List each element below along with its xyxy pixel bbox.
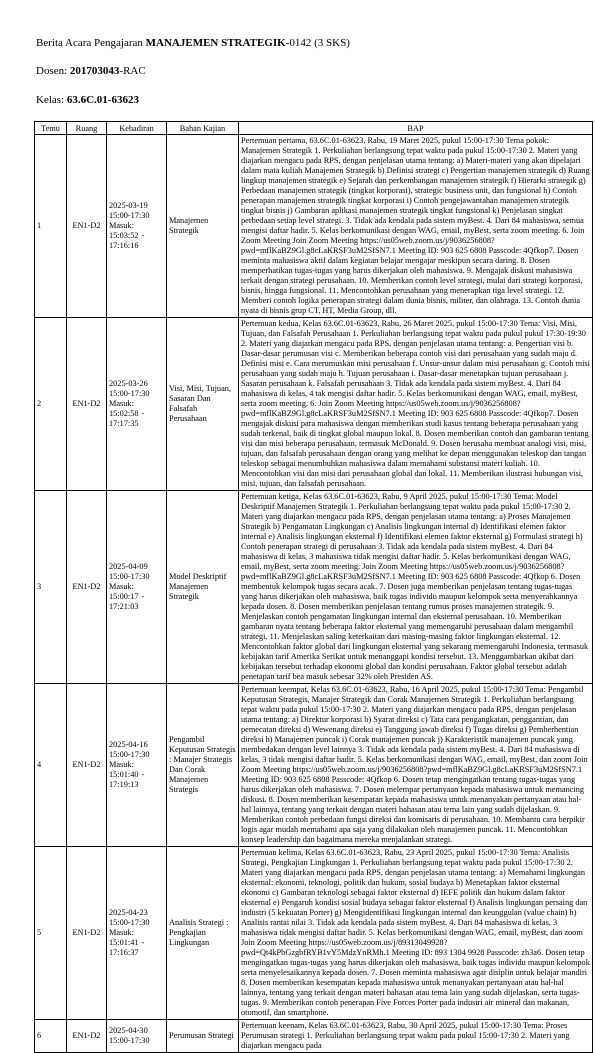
cell-bahan-kajian: Perumusan Strategi: [167, 1020, 239, 1053]
cell-ruang: EN1-D2: [67, 1020, 107, 1053]
cell-bap: Pertemuan kelima, Kelas 63.6C.01-63623, Rabu, 23 April 2025, pukul 15:00-17:30 Tema: Analisis Strategi, Pengkajian Lingkungan 1. Perkuliahan berlangsung tepat waktu pada pukul 15:00-17:30 2. Materi yang diajarkan mengacu pada RPS, dengan penjelasan utama tentang: a) Memahami lingkungan eksternal: ekonomi, teknologi, politik dan hukum, sosial budaya b) Menetapkan faktor eksternal ekonomi c) Gambaran teknologi sebagai faktor eksternal d) IEFE politik dan hukum dalam faktor eksternal e) Pengaruh kondisi sosial budaya sebagai faktor eksternal f) Analisis lingkungan persaing dan industri (5 kekuatan Porter) g) Mengidentifikasi lingkungan internal dan keunggulan (value chain) h) Analisis rantai nilai 3. Tidak ada kendala pada sistem myBest. 4. Dari 84 mahasiswa di kelas, 3 mahasiswa tidak mengisi daftar hadir. 5. Kelas berkomunikasi dengan WAG, email, myBest, dan zoom Join Zoom Meeting https://us05web.zoom.us/j/89313049928?pwd=Qt4kPbGzgbfRYB1vY5MdzYnRMh.1 Meeting ID: 893 1304 9928 Passcode: zh3a6. Dosen tetap mengingatkan tugas-tugas yang harus dikerjakan oleh mahasiswa, baik tugas individu maupun kelompok serta menyelesaikannya kepada dosen. 7. Dosen meminta mahasiswa agar disiplin untuk belajar mandiri 8. Dosen memberikan kesempatan kepada mahasiswa untuk menanyakan pertanyaan atau hal-hal lainnya, tentang yang terkait dengan materi bahasan atau tema lain yang sudah dijelaskan, serta tugas-tugas. 9. Memberikan contoh penerapan Five Forces Porter pada industri air mineral dan makanan, otomotif, dan smartphone.: [239, 847, 593, 1020]
table-row: [35, 1020, 593, 1053]
kehadiran-masuk-label: Masuk:: [109, 582, 134, 591]
kehadiran-keluar-time: 17:17:35: [109, 419, 139, 428]
kehadiran-separator: -: [141, 592, 145, 601]
kehadiran-keluar-time: 17:21:03: [109, 602, 139, 611]
header-kehadiran: Kehadiran: [107, 122, 167, 135]
kehadiran-masuk-time: 15:01:40: [109, 770, 139, 779]
table-row: [35, 135, 593, 318]
cell-bahan-kajian: Pengambil Keputusan Strategis : Manajer Strategis Dan Corak Manajemen Strategis: [167, 684, 239, 847]
kehadiran-masuk-time: 15:03:52: [109, 231, 139, 240]
table-row: [35, 684, 593, 847]
cell-kehadiran: [107, 135, 167, 318]
kehadiran-date: 2025-04-23: [109, 908, 148, 917]
cell-bap: Pertemuan keenam, Kelas 63.6C.01-63623, Rabu, 30 April 2025, pukul 15:00-17:30 Tema: Proses Perumusan strategi 1. Perkuliahan berlangsung tepat waktu pada pukul 15:00-17:30 2. Materi yang diajarkan mengacu pada: [239, 1020, 593, 1053]
kehadiran-masuk-label: Masuk:: [109, 399, 134, 408]
cell-bahan-kajian: Analisis Strategi : Pengkajian Lingkungan: [167, 847, 239, 1020]
cell-bahan-kajian: Model Deskriptif Manajemen Strategik: [167, 491, 239, 684]
cell-temu: 1: [35, 135, 67, 318]
cell-kehadiran: [107, 684, 167, 847]
header-bap: BAP: [239, 122, 593, 135]
cell-kehadiran: [107, 847, 167, 1020]
cell-temu: 2: [35, 318, 67, 491]
dosen-id: 201703043: [69, 65, 120, 77]
kehadiran-separator: -: [141, 409, 145, 418]
cell-ruang: EN1-D2: [67, 318, 107, 491]
cell-ruang: EN1-D2: [67, 135, 107, 318]
cell-kehadiran: [107, 1020, 167, 1053]
kehadiran-masuk-label: Masuk:: [109, 928, 134, 937]
header-temu: Temu: [35, 122, 67, 135]
cell-ruang: EN1-D2: [67, 684, 107, 847]
kehadiran-schedule: 15:00-17:30: [109, 1036, 150, 1045]
table-header-row: [35, 122, 593, 135]
dosen-label: Dosen:: [36, 65, 70, 77]
kehadiran-masuk-label: Masuk:: [109, 760, 134, 769]
kehadiran-schedule: 15:00-17:30: [109, 211, 150, 220]
cell-temu: 4: [35, 684, 67, 847]
kehadiran-masuk-time: 15:00:17: [109, 592, 139, 601]
kehadiran-keluar-time: 17:16:16: [109, 241, 139, 250]
kelas-value: 63.6C.01-63623: [66, 94, 139, 106]
kehadiran-separator: -: [141, 231, 145, 240]
kelas-label: Kelas:: [36, 94, 67, 106]
dosen-code: -RAC: [119, 65, 146, 77]
kehadiran-schedule: 15:00-17:30: [109, 389, 150, 398]
cell-bap: Pertemuan pertama, 63.6C.01-63623, Rabu, 19 Maret 2025, pukul 15:00-17:30 Tema pokok: Manajemen Strategik 1. Perkuliahan berlangsung tepat waktu pada pukul 15:00-17:30 2. Materi yang diajarkan mengacu pada RPS, dengan penjelasan utama tentang: a) Materi-materi yang akan dipelajari dalam mata kuliah Manajemen Strategik b) Definisi strategi c) Pengertian manajemen strategik d) Ruang lingkup manajemen strategik e) Sejarah dan perkembangan manajemen strategik f) Hierarki strategik g) Perbedaan manajemen strategik (tingkat korporasi), strategic business unit, dan fungsional h) Contoh penerapan manajemen strategik tingkat korporasi i) Contoh pengejawantahan manajemen strategik tingkat bisnis j) Gambaran aplikasi manajemen strategik tingkat fungsional k) Penjelasan singkat perbedaan setiap level strategi. 3. Tidak ada kendala pada sistem myBest. 4. Dari 84 mahasiswa, semua mengisi daftar hadir. 5. Kelas berkomunikasi dengan WAG, email, myBest, serta zoom meeting. 6. Join Zoom Meeting Join Zoom Meeting https://us05web.zoom.us/j/9036256808?pwd=mflKaBZ9Gl.g8cLaKRSF3uM2SfSN7.1 Meeting ID: 903 625 6808 Passcode: 4Qfkop7. Dosen meminta mahasiswa aktif dalam kegiatan belajar mengajar meskipun secara daring. 8. Dosen memperhatikan tugas-tugas yang harus dikerjakan oleh mahasiswa. 9. Mengajak diskusi mahasiswa terkait dengan strategi perusahaan. 10. Memberikan contoh level strategi, mulai dari strategi korporasi, bisnis, hingga fungsional. 11. Mencontohkan perusahaan yang menerapkan tiga level strategi. 12. Memberi contoh logika penerapan strategi dalam dunia bisnis, militer, dan olahraga. 13. Contoh dunia nyata di bisnis grup CT, HT, Media Group, dll.: [239, 135, 593, 318]
kehadiran-date: 2025-04-16: [109, 740, 148, 749]
header-bahan-kajian: Bahan Kajian: [167, 122, 239, 135]
kehadiran-separator: -: [141, 770, 145, 779]
cell-kehadiran: [107, 491, 167, 684]
kehadiran-keluar-time: 17:19:13: [109, 780, 139, 789]
table-row: [35, 318, 593, 491]
kehadiran-schedule: 15:00-17:30: [109, 750, 150, 759]
kehadiran-masuk-time: 15:02:58: [109, 409, 139, 418]
cell-bap: Pertemuan kedua, Kelas 63.6C.01-63623, Rabu, 26 Maret 2025, pukul 15:00-17:30 Tema: Visi, Misi, Tujuan, dan Falsafah Perusahaan 1. Perkuliahan berlangsung tepat waktu pada pukul pukul 17:30-19:30 2. Materi yang diajarkan mengacu pada RPS, dengan penjelasan utama tentang: a. Pengertian visi b. Dasar-dasar perumusan visi c. Memberikan beberapa contoh visi dari perusahaan yang sudah maju d. Definisi misi e. Cara merumuskan misi perusahaan f. Unsur-unsur dalam misi perusahaan g. Contoh misi perusahaan yang sudah maju h. Tujuan perusahaan i. Dasar-dasar menetapkan tujuan perusahaan j. Sasaran perusahaan k. Falsafah perusahaan 3. Tidak ada kendala pada sistem myBest. 4. Dari 84 mahasiswa di kelas, 4 tak mengisi daftar hadir. 5. Kelas berkomunikasi dengan WAG, email, myBest, serta zoom meeting. 6. Join Zoom Meeting https://us05web.zoom.us/j/9036256808?pwd=mflKaBZ9Gl.g8cLaKRSF3uM2SfSN7.1 Meeting ID: 903 625 6808 Passcode: 4Qfkop7. Dosen mengajak diskusi para mahasiswa dengan memberikan studi kasus tentang beberapa perusahaan yang sudah terkenal, baik di tingkat global maupun lokal. 8. Dosen memberikan contoh dan gambaran tentang visi dan misi beberapa perusahaan, termasuk McDonald. 9. Dosen berusaha membuat analogi visi, misi, tujuan, dan falsafah perusahaan dengan orang yang melihat ke depan menggunakan teleskop dan tangan teleskop sebagai menumbuhkan mahasiswa dalam memahami substansi materi kuliah. 10. Mencontohkan visi dan misi dari perusahaan global dan lokal. 11. Memberikan ilustrasi hubungan visi, misi, tujuan, dan falsafah perusahaan.: [239, 318, 593, 491]
kehadiran-separator: -: [141, 938, 145, 947]
course-code: -0142 (3 SKS): [285, 37, 350, 49]
cell-ruang: EN1-D2: [67, 847, 107, 1020]
kehadiran-schedule: 15:00-17:30: [109, 918, 150, 927]
cell-kehadiran: [107, 318, 167, 491]
title-prefix: Berita Acara Pengajaran: [36, 37, 146, 49]
cell-bahan-kajian: Manajemen Strategik: [167, 135, 239, 318]
kehadiran-schedule: 15:00-17:30: [109, 572, 150, 581]
course-name: MANAJEMEN STRATEGIK: [145, 37, 286, 49]
cell-ruang: EN1-D2: [67, 491, 107, 684]
cell-temu: 6: [35, 1020, 67, 1053]
kehadiran-date: 2025-04-09: [109, 562, 148, 571]
kehadiran-masuk-label: Masuk:: [109, 221, 134, 230]
cell-temu: 3: [35, 491, 67, 684]
cell-bap: Pertemuan ketiga, Kelas 63.6C.01-63623, Rabu, 9 April 2025, pukul 15:00-17:30 Tema: Model Deskriptif Manajemen Strategik 1. Perkuliahan berlangsung tepat waktu pada pukul 15:00-17:30 2. Materi yang diajarkan mengacu pada RPS, dengan penjelasan utama tentang: a) Proses Manajemen Strategik b) Pengamatan Lingkungan c) Analisis lingkungan internal d) Identifikasi elemen faktor internal e) Analisis lingkungan eksternal f) Identifikasi elemen faktor eksternal g) Formulasi strategi h) Contoh penerapan strategi di perusahaan 3. Tidak ada kendala pada sistem myBest. 4. Dari 84 mahasiswa di kelas, 3 mahasiswa tidak mengisi daftar hadir. 5. Kelas berkomunikasi dengan WAG, email, myBest, serta zoom meeting. Join Zoom Meeting https://us05web.zoom.us/j/9036256808?pwd=mflKaBZ9Gl.g8cLaKRSF3uM2SfSN7.1 Meeting ID: 903 625 6808 Passcode: 4Qfkop 6. Dosen membentuk kelompok tugas secara acak. 7. Dosen juga memberikan penjelasan tentang tugas-tugas yang harus dikerjakan oleh mahasiswa, baik tugas individu maupun kelompok serta menyerahkannya kepada dosen. 8. Dosen memberikan penjelasan tentang rumus proses manajemen strategik. 9. Menjelaskan contoh pengamatan lingkungan internal dan eksternal perusahaan. 10. Memberikan gambaran nyata tentang beberapa faktor eksternal yang memengaruhi perusahaan dalam mengambil strategi. 11. Menjelaskan saling keterkaitan dari masing-masing faktor lingkungan eksternal. 12. Mencontohkan faktor global dari lingkungan eksternal yang sekarang memengaruhi Indonesia, termasuk kebijakan tarif Amerika Serikat untuk menanggapi kondisi tersebut. 13. Menggambarkan akibat dari kebijakan tersebut terhadap ekonomi global dan kondisi perusahaan. Faktor global tersebut adalah penetapan tarif bea masuk sebesar 32% oleh Presiden AS.: [239, 491, 593, 684]
kehadiran-masuk-time: 15:01:41: [109, 938, 139, 947]
kehadiran-keluar-time: 17:16:37: [109, 948, 139, 957]
kelas-line: [36, 94, 139, 107]
document-title: [36, 37, 350, 50]
bap-table: [34, 121, 593, 1053]
cell-bahan-kajian: Visi, Misi, Tujuan, Sasaran Dan Falsafah Perusahaan: [167, 318, 239, 491]
table-row: [35, 847, 593, 1020]
dosen-line: [36, 65, 146, 78]
kehadiran-date: 2025-03-26: [109, 379, 148, 388]
kehadiran-date: 2025-04-30: [109, 1026, 148, 1035]
cell-temu: 5: [35, 847, 67, 1020]
cell-bap: Pertemuan keempat, Kelas 63.6C.01-63623, Rabu, 16 April 2025, pukul 15:00-17:30 Tema: Pengambil Keputusan Strategis, Manajer Strategik dan Corak Manajemen Strategik 1. Perkuliahan berlangsung tepat waktu pada pukul 15:00-17:30 2. Materi yang diajarkan mengacu pada RPS, dengan penjelasan utama tentang: a) Direktur korporasi b) Syarat direksi c) Tata cara pengangkatan, penggantian, dan pemecatan direksi d) Wewenang direksi e) Tanggung jawab direksi f) Tugas direksi g) Pemberhentian direksi h) Manajemen puncak i) Corak manajemen puncak j) Karakteristik manajemen puncak yang membedakan dengan level lainnya 3. Tidak ada kendala pada sistem myBest. 4. Dari 84 mahasiswa di kelas, 3 tidak mengisi daftar hadir. 5. Kelas berkomunikasi dengan WAG, email, myBest, dan zoom Join Zoom Meeting https://us05web.zoom.us/j/9036256808?pwd=mflKaBZ9Gl.g8cLaKRSF3uM2SfSN7.1 Meeting ID: 903 625 6808 Passcode: 4Qfkop 6. Dosen tetap mengingatkan tentang tugas-tugas yang harus dikerjakan oleh mahasiswa. 7. Dosen melempar pertanyaan kepada mahasiswa untuk memancing diskusi. 8. Dosen memberikan kesempatan kepada mahasiswa untuk menanyakan pertanyaan atau hal-hal lainnya, tentang yang terkait dengan materi bahasan atau tema lain yang sudah dijelaskan. 9. Memberikan contoh perbedaan fungsi direksi dan komisaris di perusahaan. 10. Membantu cara berpikir logis agar mudah memahami apa saja yang dilakukan oleh manajemen puncak. 11. Mencontohkan konsep leadership dan bagaimana mereka menjalankan strategi.: [239, 684, 593, 847]
table-row: [35, 491, 593, 684]
header-ruang: Ruang: [67, 122, 107, 135]
kehadiran-date: 2025-03-19: [109, 201, 148, 210]
